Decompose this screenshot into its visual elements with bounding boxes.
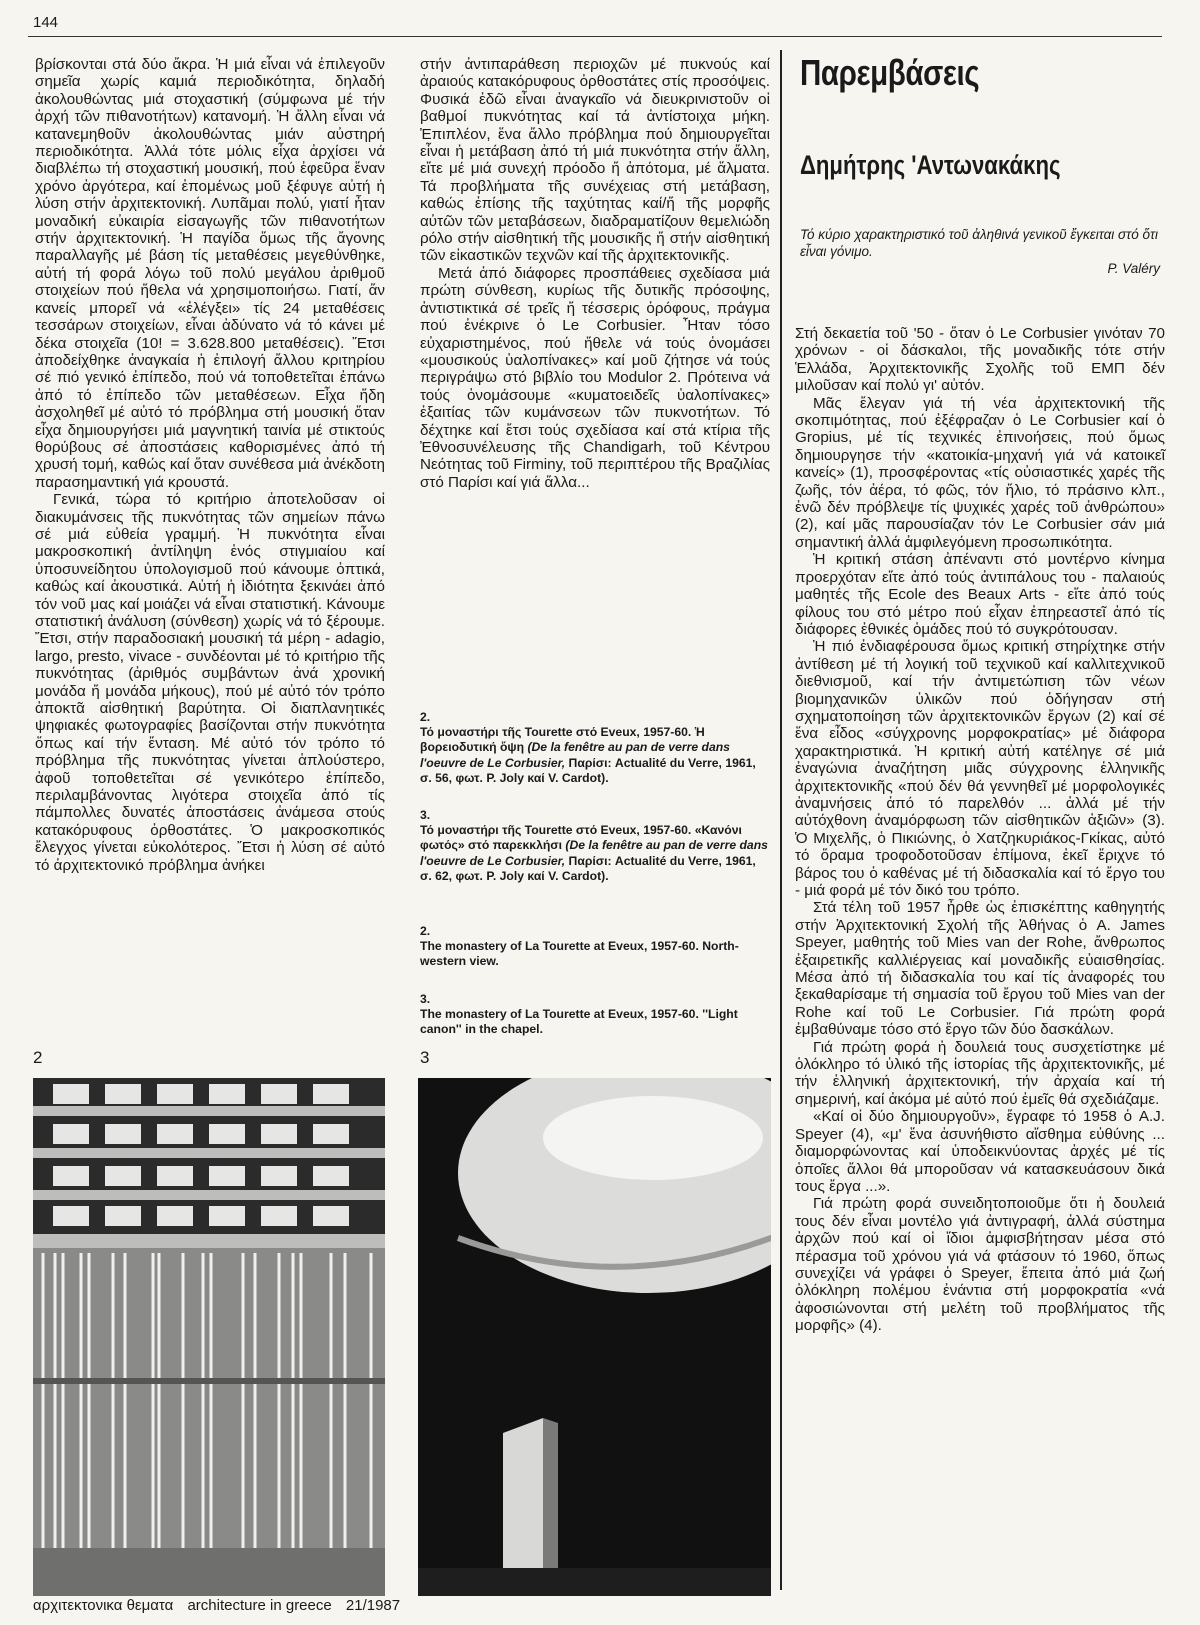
paragraph: Ἡ πιό ἐνδιαφέρουσα ὅμως κριτική στηρίχτηκε στήν ἀντίθεση μέ τή λογική τοῦ τεχνικοῦ καί καλλιτεχνικοῦ διεθνισμοῦ, καί τήν ἀντιμετώπιση τῶν νέων βιομηχανικῶν ὑλικῶν πού ὁδήγησαν στή σχηματοποίηση τῶν ἀρχιτεκτονικῶν ἔργων (2) καί σέ ἕνα εἶδος «σύγχρονης μορφοκρατίας» μέ διάφορα χαρακτηριστικά. Ἡ κριτική αὐτή κατέληγε σέ μιά ἐναγώνια ἀναζήτηση μιᾶς σύγχρονης ἑλληνικῆς ἀρχιτεκτονικῆς «πού δέν θά γεννηθεῖ μέ μορφολογικές ἀναμνήσεις ἀπό τό παρελθόν ... ἀλλά μέ τήν αὐτόχθονη ἀναμόρφωση τῶν αἰσθητικῶν ἀξιῶν» (3). Ὁ Μιχελῆς, ὁ Πικιώνης, ὁ Χατζηκυριάκος-Γκίκας, αὐτό τό ὅραμα τροφοδοτοῦσαν ἐπίμονα, ἐκεῖ ἔριχνε τό βάρος του ὁ καθένας μέ τή διδασκαλία καί τό ἔργο του - μιά φορά μέ τόν δικό του τρόπο. — [795, 638, 1165, 899]
caption-text: Τό μοναστήρι τῆς Tourette στό Eveux, 1957-60. «Κανόνι φωτός» στό παρεκκλήσι — [420, 823, 742, 853]
photo-light-canon — [418, 1078, 771, 1596]
caption-text: The monastery of La Tourette at Eveux, 1957-60. ''Light canon'' in the chapel. — [420, 1006, 738, 1037]
section-heading: Παρεμβάσεις — [800, 52, 980, 93]
paragraph: Στά τέλη τοῦ 1957 ἦρθε ὡς ἐπισκέπτης καθηγητής στήν Ἀρχιτεκτονική Σχολή τῆς Ἀθήνας ὁ A. James Speyer, μαθητής τοῦ Mies van der Rohe, ἄνθρωπος ἐξαιρετικῆς καλλιέργειας καί μοναδικῆς εὐαισθησίας. Μέσα ἀπό τή διδασκαλία του καί τίς ἀναφορές του ξεκαθαρίσαμε τή σημασία τοῦ ἔργου τοῦ Mies van der Rohe καί τοῦ Le Corbusier. Γιά πρώτη φορά ἐμβαθύναμε τόσο στό ἔργο τῶν δύο δασκάλων. — [795, 899, 1165, 1039]
caption-source: Παρίσι: Actualité du Verre, 1961, σ. 56, φωτ. P. Joly καί V. Cardot). — [420, 755, 756, 785]
photo-monastery-facade — [33, 1078, 385, 1596]
paragraph: Μᾶς ἔλεγαν γιά τή νέα ἀρχιτεκτονική τῆς σκοπιμότητας, πού ἐξέφραζαν ὁ Le Corbusier καί ὁ Gropius, μέ τίς τεχνικές ἐπινοήσεις, πού ὅμως δημιουργησε τήν «κατοικία-μηχανή γιά νά κατοικεῖ κανείς» (1), προσφέροντας «τίς οὐσιαστικές χαρές τῆς ζωῆς, τόν ἀέρα, τό φῶς, τόν ἥλιο, τό πράσινο κλπ., ἐνῶ δέν πρόβλεψε τίς ψυχικές χαρές τοῦ ἀνθρώπου» (2), καί μᾶς παρουσίαζαν τόν Le Corbusier σάν μιά σημαντική ἀλλά ἀμφιλεγόμενη προσωπικότητα. — [795, 394, 1165, 551]
caption-english-3 — [420, 992, 770, 1038]
caption-number: 2. — [420, 924, 431, 939]
footer-journal-english: architecture in greece — [187, 1597, 332, 1614]
paragraph: Μετά ἀπό διάφορες προσπάθειες σχεδίασα μιά πρώτη σύνθεση, κυρίως τῆς δυτικῆς πρόσοψης, ἀντιστικτικά σέ τρεῖς ἤ τέσσερις ὀρόφους, πράγμα πού ἐνέκρινε ὁ Le Corbusier. Ἦταν τόσο εὐχαριστημένος, πού ἤθελε νά τούς ὀνομάσει «μουσικούς ὑαλοπίνακες» καί μοῦ ζήτησε νά τούς περιγράψω στό βιβλίο του Modulor 2. Πρότεινα νά τούς ὀνομάσουμε «κυματοειδεῖς ὑαλοπίνακες» ἐξαιτίας τῶν κυμάνσεων τῶν πυκνοτήτων. Τό δέχτηκε καί ἔτσι τούς σχεδίασα καί στά κτίρια τῆς Ἐθνοσυνέλευσης τῆς Chandigarh, τοῦ Κέντρου Νεότητας τοῦ Firminy, τοῦ περιπτέρου τῆς Βραζιλίας στό Παρίσι καί γιά ἄλλα... — [420, 264, 770, 491]
caption-text: The monastery of La Tourette at Eveux, 1957-60. North-western view. — [420, 939, 739, 969]
column-2 — [420, 56, 770, 491]
caption-source: Παρίσι: Actualité du Verre, 1961, σ. 62, φωτ. P. Joly καί V. Cardot). — [420, 853, 756, 883]
column-1 — [35, 56, 385, 874]
page-number: 144 — [33, 14, 59, 31]
facade-image — [33, 1078, 385, 1596]
top-rule — [28, 36, 1162, 37]
epigraph-text: Τό κύριο χαρακτηριστικό τοῦ ἀληθινά γενικοῦ ἔγκειται στό ὅτι εἶναι γόνιμο. — [800, 227, 1159, 259]
caption-number: 2. — [420, 710, 431, 724]
figure-2-label: 2 — [33, 1048, 43, 1067]
footer — [33, 1597, 410, 1614]
caption-number: 3. — [420, 808, 431, 823]
paragraph: βρίσκονται στά δύο ἄκρα. Ἡ μιά εἶναι νά ἐπιλεγοῦν σημεῖα χωρίς καμιά περιοδικότητα, δηλαδή ἀκολουθώντας μιά στοχαστική (σύμφωνα μέ τήν ἀρχή τῶν πιθανοτήτων) κατανομή. Ἡ ἄλλη εἶναι νά κατανεμηθοῦν ἀκολουθώντας μιάν αὐστηρή περιοδικότητα. Ἀλλά τότε μόλις εἶχα ἀρχίσει νά διαβλέπω τή στοχαστική μουσική, πού ἐφεῦρα ἕναν χρόνο ἀργότερα, καί ἑπομένως μοῦ ξέφυγε αὐτή ἡ λύση στήν ἀρχιτεκτονική. Λυπᾶμαι πολύ, γιατί ἦταν μοναδική εὐκαιρία εἰσαγωγῆς τῶν πιθανοτήτων στήν ἀρχιτεκτονική. Ἡ παγίδα ὅμως τῆς ἄγονης παραλλαγῆς μέ βάση τίς μεταθέσεις μεγεθύνθηκε, αὐτή τή φορά λόγω τοῦ πολύ μεγάλου ἀριθμοῦ στοιχείων πού ἤθελα νά χρησιμοποιήσω. Γιατί, ἄν κανείς μπορεῖ νά «ἐλέγξει» τίς 24 μεταθέσεις τεσσάρων στοιχείων, εἶναι ἀδύνατο νά τό κάνει μέ δέκα στοιχεῖα (10! = 3.628.800 μεταθέσεις). Ἔτσι ἀποδείχθηκε ἀναγκαία ἡ ἐπιλογή ἄλλου κριτηρίου σέ πιό γενικό ἐπίπεδο, πού νά τοποθετεῖται ἐπάνω ἀπό τό ἐπίπεδο τῶν μεταθέσεων. Εἶχα ἤδη ἀσχοληθεῖ μέ αὐτό τό πρόβλημα στή μουσική ὅταν εἶχα δημιουργήσει μιά μαγνητική ταινία μέ στικτούς θορύβους σέ ἀποστάσεις καθορισμένες ἀπό τή χρυσή τομή, καθώς καί ὅταν συνέθεσα μιά ἀνέκδοτη παρασημαντική γιά κρουστά. — [35, 56, 385, 491]
light-canon-image — [418, 1078, 771, 1596]
caption-greek-3 — [420, 808, 770, 884]
figure-captions — [420, 710, 770, 1059]
caption-greek-2 — [420, 710, 770, 786]
footer-issue: 21/1987 — [345, 1597, 401, 1614]
author-name: Δημήτρης 'Αντωνακάκης — [800, 150, 1061, 180]
caption-number: 3. — [420, 991, 431, 1006]
paragraph: Γιά πρώτη φορά συνειδητοποιοῦμε ὅτι ἡ δουλειά τους δέν εἶναι μοντέλο γιά ἀντιγραφή, ἀλλά σύστημα ἀρχῶν πού καί οἱ ἴδιοι ἀμφισβήτησαν μέσα στό πέρασμα τοῦ χρόνου γιά νά φτάσουν τό 1960, ὅπως συνεχίζει νά γράφει ὁ Speyer, ἔπειτα ἀπό μιά ζωή ὁλόκληρη πολέμου ἐνάντια στή μορφοκρατία «νά ἀφοσιώνονται στή μελέτη τοῦ προβλήματος τῆς μορφῆς» (4). — [795, 1195, 1165, 1335]
paragraph: Γενικά, τώρα τό κριτήριο ἀποτελοῦσαν οἱ διακυμάνσεις τῆς πυκνότητας τῶν σημείων πάνω σέ μιά εὐθεία γραμμή. Ἡ πυκνότητα εἶναι μακροσκοπική ἀντίληψη ἑνός στιγμιαίου καί ὑποσυνείδητου ὑπολογισμοῦ πού κάνουμε ὀπτικά, καθώς καί ἀκουστικά. Αὐτή ἡ ἰδιότητα ξεκινάει ἀπό τόν νοῦ μας καί μοιάζει νά εἶναι στατιστική. Κάνουμε στατιστική ἀνάλυση (σύνθεση) χωρίς νά τό ξέρουμε. Ἔτσι, στήν παραδοσιακή μουσική τά μέρη - adagio, largo, presto, vivace - συνδέονται μέ τό κριτήριο τῆς πυκνότητας (ἀριθμός συμβάντων ἀνά χρονική μονάδα ἤ μονάδα μήκους), πού μέ αὐτό τόν τρόπο ἀποκτᾶ αἰσθητική βαρύτητα. Οἱ διαπλανητικές ψηφιακές φωτογραφίες βασίζονται στήν πυκνότητα ὅπως καί τήν ἔνταση. Μέ αὐτό τόν τρόπο τό πρόβλημα τῆς πυκνότητας γίνεται ἁπλούστερο, ἀφοῦ τοποθετεῖται σέ γενικότερο ἐπίπεδο, περιλαμβάνοντας λιγότερα στοιχεῖα ἀπό τίς πάμπολλες δυνατές ἀποστάσεις ἀνάμεσα στούς κατακόρυφους ὀρθοστάτες. Ὁ μακροσκοπικός ἔλεγχος γίνεται εὐκολότερος. Ἔτσι ἡ λύση σέ αὐτό τό ἀρχιτεκτονικό πρόβλημα ἀνήκει — [35, 491, 385, 874]
paragraph: Στή δεκαετία τοῦ '50 - ὅταν ὁ Le Corbusier γινόταν 70 χρόνων - οἱ δάσκαλοι, τῆς μοναδικῆς τότε στήν Ἑλλάδα, Ἀρχιτεκτονικῆς Σχολῆς τοῦ ΕΜΠ δέν μιλοῦσαν καί πολύ γι' αὐτόν. — [795, 325, 1165, 395]
epigraph-source: P. Valéry — [1107, 261, 1160, 276]
epigraph — [800, 226, 1160, 277]
caption-text: Τό μοναστήρι τῆς Tourette στό Eveux, 1957-60. Ἡ βορειοδυτική ὄψη — [420, 725, 705, 755]
column-divider — [780, 50, 782, 1590]
column-3 — [795, 325, 1165, 1335]
paragraph: Ἡ κριτική στάση ἀπέναντι στό μοντέρνο κίνημα προερχόταν εἴτε ἀπό τούς ἀντιπάλους του - παλαιούς μαθητές τῆς Ecole des Beaux Arts - εἴτε ἀπό τούς φίλους του στό μέτρο πού εἶχαν ἐπηρεαστεῖ ἀπό τίς διάφορες ἐθνικές ὁμάδες πού τό συγκρότουσαν. — [795, 551, 1165, 638]
paragraph: «Καί οἱ δύο δημιουργοῦν», ἔγραφε τό 1958 ὁ A.J. Speyer (4), «μ' ἕνα ἀσυνήθιστο αἴσθημα εὐθύνης ... διαμορφώνοντας καί ὑποδεικνύοντας ἀρχές μέ τίς ὁποῖες ἄλλοι θά μποροῦσαν νά κατασκευάσουν δικά τους ἔργα ...». — [795, 1108, 1165, 1195]
paragraph: Γιά πρώτη φορά ἡ δουλειά τους συσχετίστηκε μέ ὁλόκληρο τό ὑλικό τῆς ἱστορίας τῆς ἀρχιτεκτονικῆς, μέ τήν ἑλληνική ἀρχιτεκτονική, τήν ἀρχαία καί τή σημερινή, καί ἀκόμα μέ αὐτό πού ἐμεῖς θά σχεδιάζαμε. — [795, 1038, 1165, 1108]
figure-3-label: 3 — [420, 1048, 430, 1067]
caption-reference: (De la fenêtre au pan de verre dans l'oeuvre de Le Corbusier, — [420, 740, 730, 770]
caption-english-2 — [420, 924, 770, 970]
caption-reference: (De la fenêtre au pan de verre dans l'oeuvre de Le Corbusier, — [420, 838, 768, 868]
paragraph: στήν ἀντιπαράθεση περιοχῶν μέ πυκνούς καί ἀραιούς κατακόρυφους ὀρθοστάτες στίς προσόψεις. Φυσικά ἐδῶ εἶναι ἀναγκαῖο νά διευκρινιστοῦν οἱ βαθμοί πυκνότητας καί τά ἀντίστοιχα μήκη. Ἐπιπλέον, ἕνα ἄλλο πρόβλημα πού δημιουργεῖται εἶναι ἡ μετάβαση ἀπό τή μιά πυκνότητα στήν ἄλλη, εἴτε μέ μιά συνεχή πρόοδο ἤ ἀπότομα, μέ ἅλματα. Τά προβλήματα τῆς συνέχειας στή μετάβαση, καθώς ἐπίσης τῆς ταχύτητας καί/ἤ τῆς μορφῆς αὐτῶν τῶν μεταβάσεων, διαδραματίζουν θεμελιώδη ρόλο στήν αἰσθητική τῆς μουσικῆς ἤ στήν αἰσθητική τῶν εἰκαστικῶν τεχνῶν καί τῆς ἀρχιτεκτονικῆς. — [420, 56, 770, 265]
footer-journal-greek: αρχιτεκτονικα θεματα — [33, 1597, 174, 1614]
